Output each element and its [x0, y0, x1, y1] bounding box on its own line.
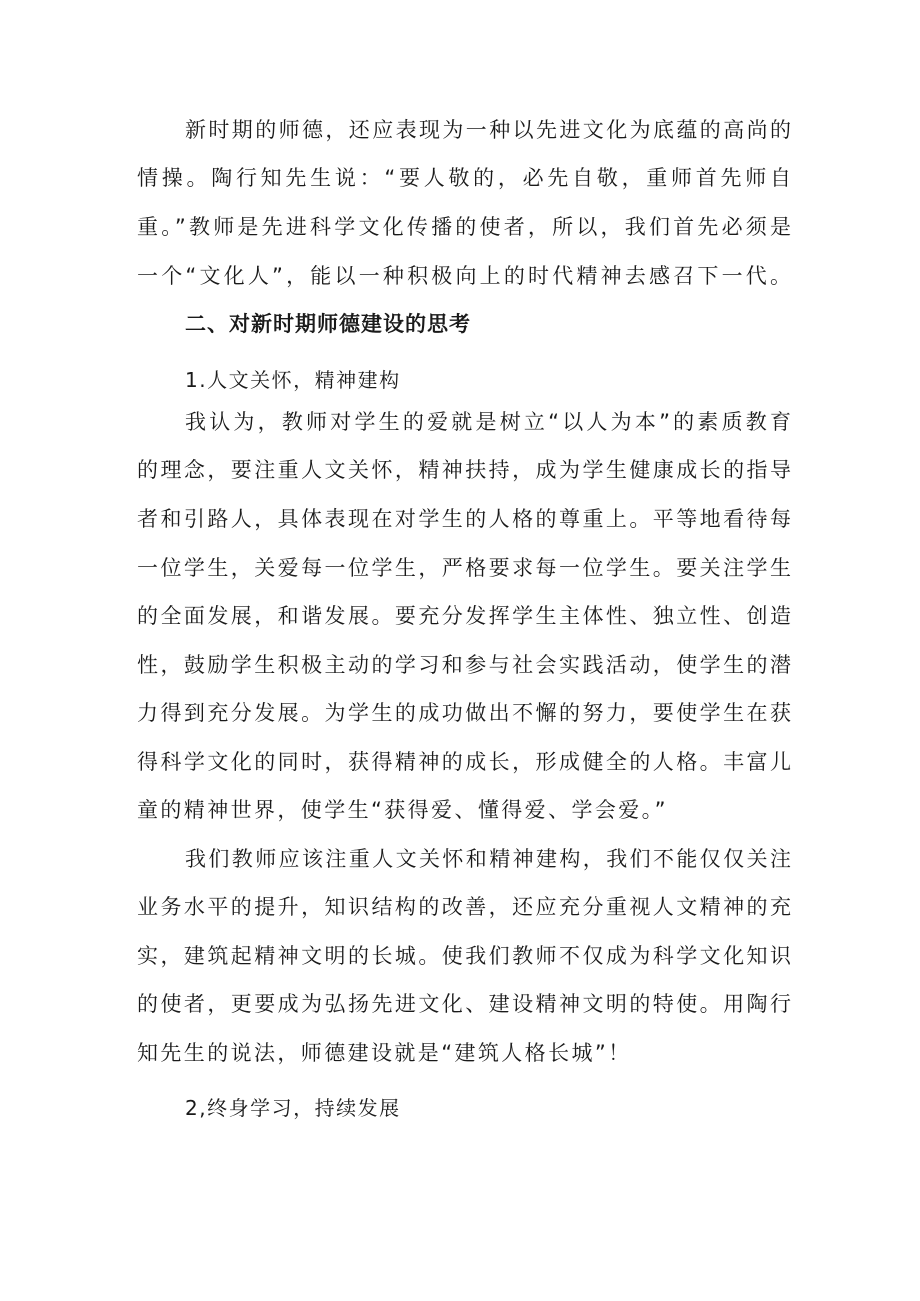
paragraph-3-line-5: 知先生的说法，师德建设就是“建筑人格长城”！: [137, 1041, 632, 1065]
paragraph-3-line-3: 实，建筑起精神文明的长城。使我们教师不仅成为科学文化知识: [137, 944, 791, 968]
paragraph-1-line-1: 新时期的师德，还应表现为一种以先进文化为底蕴的高尚的: [185, 118, 791, 142]
paragraph-1-line-2: 情操。陶行知先生说：“要人敬的，必先自敬，重师首先师自: [137, 166, 791, 190]
paragraph-2-line-9: 童的精神世界，使学生“获得爱、懂得爱、学会爱。”: [137, 798, 668, 822]
paragraph-2-line-7: 力得到充分发展。为学生的成功做出不懈的努力，要使学生在获: [137, 701, 791, 725]
paragraph-2-line-4: 一位学生，关爱每一位学生，严格要求每一位学生。要关注学生: [137, 556, 791, 580]
paragraph-3-line-4: 的使者，更要成为弘扬先进文化、建设精神文明的特使。用陶行: [137, 992, 791, 1016]
paragraph-2-line-3: 者和引路人，具体表现在对学生的人格的尊重上。平等地看待每: [137, 507, 791, 531]
paragraph-2-line-2: 的理念，要注重人文关怀，精神扶持，成为学生健康成长的指导: [137, 458, 791, 482]
paragraph-3-line-1: 我们教师应该注重人文关怀和精神建构，我们不能仅仅关注: [185, 847, 791, 871]
paragraph-1-line-4: 一个“文化人”，能以一种积极向上的时代精神去感召下一代。: [137, 264, 791, 288]
paragraph-2-line-1: 我认为，教师对学生的爱就是树立“以人为本”的素质教育: [185, 410, 791, 434]
paragraph-2-line-8: 得科学文化的同时，获得精神的成长，形成健全的人格。丰富儿: [137, 750, 791, 774]
paragraph-3-line-2: 业务水平的提升，知识结构的改善，还应充分重视人文精神的充: [137, 895, 791, 919]
paragraph-1-line-3: 重。”教师是先进科学文化传播的使者，所以，我们首先必须是: [137, 215, 791, 239]
paragraph-2-line-5: 的全面发展，和谐发展。要充分发挥学生主体性、独立性、创造: [137, 604, 791, 628]
paragraph-2-line-6: 性，鼓励学生积极主动的学习和参与社会实践活动，使学生的潜: [137, 653, 791, 677]
section-2-heading: 二、对新时期师德建设的思考: [185, 312, 471, 336]
subsection-2-heading: 2,终身学习，持续发展: [185, 1096, 401, 1120]
subsection-1-heading: 1.人文关怀，精神建构: [185, 368, 401, 392]
